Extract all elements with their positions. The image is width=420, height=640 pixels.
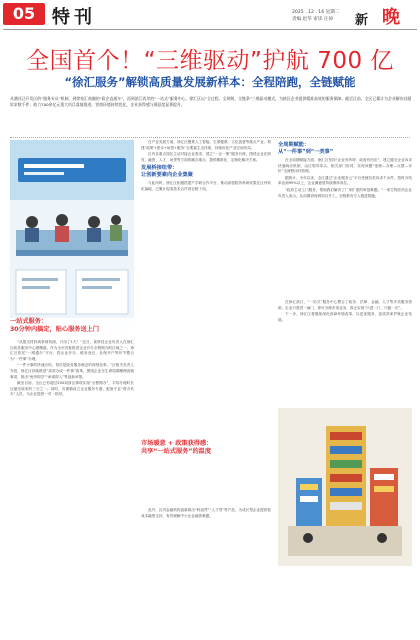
right-paragraph-1: 在全周期赋能方面，徐汇区坚持“企业有所呼、政府有所应”，建立健全企业诉求快速响应机制，由区领导牵头、相关部门协同，实现问题“受理—办理—反馈—评价”全流程闭环管理。 [278,158,412,174]
subtitle-2: 全周期赋能： 从“一件事”到“一类事” [278,142,334,155]
left-paragraph-3: 截至目前，全区已有超过200项涉企事项实现“全程网办”，平均办理时长压缩至原来的三分之一。同时，各街镇设立企业服务专窗，配备专业“帮办代办”人员，为企业提供一对一指导。 [10,381,134,397]
middle-column-lower [141,508,271,520]
service-hall-illustration [10,140,134,330]
section-number: 05 [3,3,45,25]
mid-paragraph-2: 区内各重点园区主动对接企业需求，建立“一企一策”服务台账，围绕企业在研发、融资、人才、场景等方面的痛点难点，提供精准化、定制化解决方案。 [141,152,271,162]
logo-part-2: 晚 [382,7,400,28]
section-name: 特刊 [52,7,96,28]
lego-display-photo [278,408,412,566]
photo1-caption: 一站式服务： 30分钟内搞定，贴心服务送上门 [10,318,134,334]
editor-line: 责编 赵华 审读 汪倬 [292,17,334,22]
left-paragraph-1: “从提交材料到拿到执照，只用了1天！”近日，某科技企业负责人在徐汇区政务服务中心感慨道。作为全市首批推进企业开办全程网办的区域之一，徐汇区依托“一网通办”平台，将企业开办、税务登记、社保开户等环节整合为“一件事”办理。 [10,340,134,361]
left-paragraph-2: “一件小事的快速办结，背后是政务服务理念的深刻变革。”区相关负责人介绍，徐汇区持续推进“高效办成一件事”改革，围绕企业全生命周期梳理高频事项，推出“免申即享”“承诺即入”等创新举措。 [10,363,134,379]
masthead-rule [3,29,417,30]
lead-paragraph: 从漕河泾开发区的“服务专员”机制，到徐家汇商圈的“政企直通车”，再到滨江西岸的“一站式”服务中心，徐汇区以“全过程、全周期、全链条”三维驱动模式，为辖区企业提供精准高效的服务保障。截至目前，全区已累计为企业解决问题诉求数千件，助力700余亿元重大项目落地推进，营商环境持续优化，企业获得感与满意度显著提升。 [10,96,412,107]
photo2-caption: 市场暖意 + 政策获得感： 共享“一站式服务”的温度 [141,440,213,455]
mid-lower-paragraph-1: 此外，区内金融机构创新推出“科创贷”“人才贷”等产品，为成长型企业提供低成本融资支持，有效缓解中小企业融资难题。 [141,508,271,518]
subheadline: “徐汇服务”解锁高质量发展新样本：全程陪跑，全链赋能 [64,75,356,89]
newspaper-logo [355,3,417,27]
right-column-lower [278,300,412,324]
left-column [10,340,134,399]
lego-display-illustration [278,408,412,566]
right-lower-paragraph-2: 下一步，徐汇区将继续深化营商环境改革，以更优服务、更高效率护航企业发展。 [278,312,412,322]
headline: 全国首个！“三维驱动”护航 700 亿 [26,48,394,74]
date-line: 2025 . 12 . 16 星期二 [292,10,340,15]
right-paragraph-2: 据统计，今年以来，全区通过“企业服务云”平台受理各类诉求千余件，按时办结率达到99%以上，企业满意度持续保持高位。 [278,175,412,186]
middle-column [141,140,271,194]
mid-paragraph-3: 与此同时，徐汇区积极搭建产学研合作平台，推动高校院所科研成果在区内转化落地，已累计促成技术合作项目数十项。 [141,181,271,191]
mid-paragraph-1: 在产业发展方面，徐汇区聚焦人工智能、生命健康、文化创意等重点产业，构建“政策+资本+场景+服务”全要素生态体系，持续优化产业空间布局。 [141,140,271,150]
service-hall-photo [10,140,134,330]
masthead [0,0,420,30]
logo-part-1: 新 [355,13,369,28]
right-paragraph-3: “政府主动上门服务，帮助我们解决了厂房扩建的审批难题。”一家生物医药企业负责人表示，从前期咨询到项目开工，全程都有专人跟进陪跑。 [278,187,412,198]
section-divider [10,137,410,138]
right-column [278,140,412,200]
subtitle-1: 发展桥接纽带： 让创新要素向企业集聚 [141,165,193,179]
right-lower-paragraph-1: 在徐汇滨江，“一站式”服务中心整合了政务、法律、金融、人才等多类服务资源，企业只需进一扇门，即可办理多项业务，真正实现“只进一门、只跑一次”。 [278,300,412,310]
